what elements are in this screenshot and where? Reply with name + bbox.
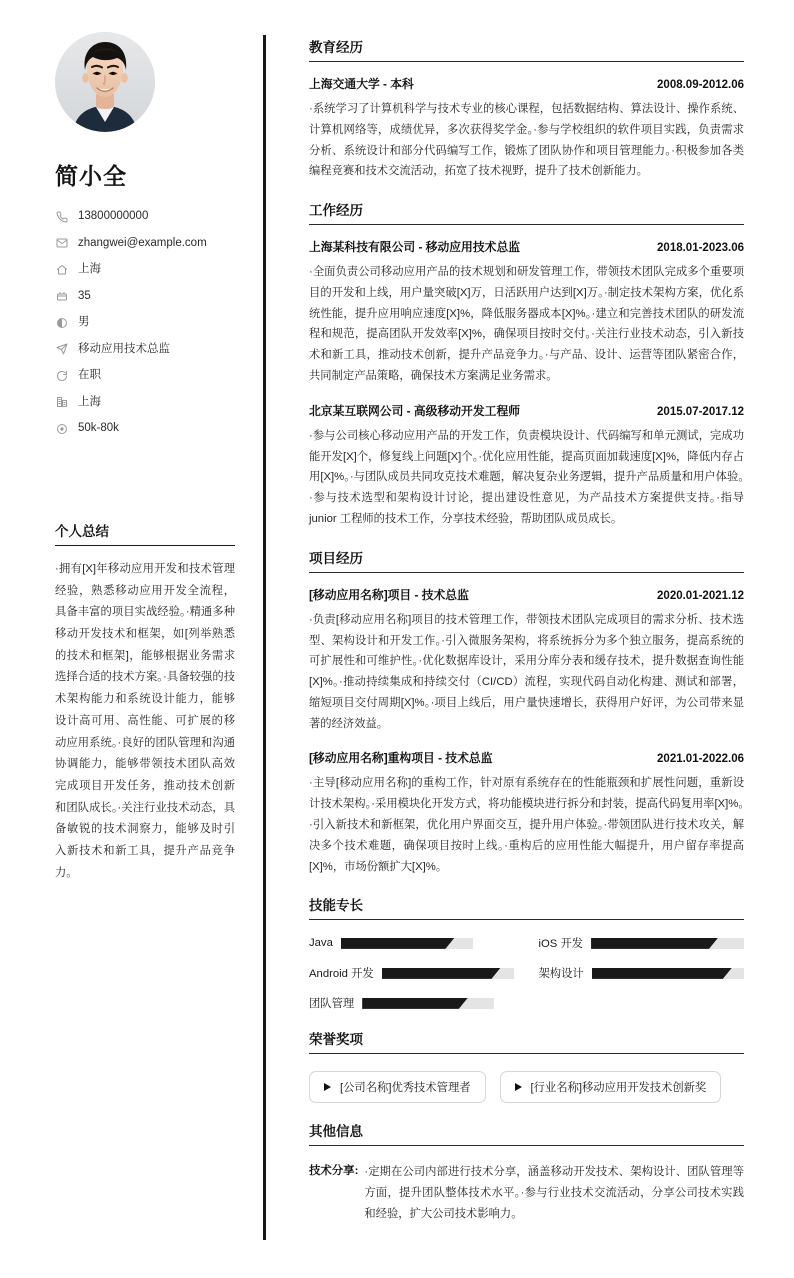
avatar-photo <box>55 32 155 132</box>
education-heading: 教育经历 <box>309 36 744 62</box>
summary-heading: 个人总结 <box>55 520 235 546</box>
avatar <box>55 32 155 132</box>
main-content <box>263 0 794 1278</box>
skill-progress-track <box>382 968 514 979</box>
contact-status <box>55 368 235 383</box>
entry-body: ·参与公司核心移动应用产品的开发工作，负责模块设计、代码编写和单元测试，完成功能开发[X]个，修复线上问题[X]个。·优化应用性能，提高页面加载速度[X]%，降低内存占用[X]%。·与团队成员共同攻克技术难题，解决复杂业务逻辑，提升产品质量和用户体验。·参与技术选型和架构设计讨论，提出建设性意见，为产品技术方案提供支持。·指导 junior 工程师的技术工作，分享技术经验，帮助团队成员成长。 <box>309 429 744 525</box>
contact-city <box>55 395 235 410</box>
award-badge <box>309 1071 486 1103</box>
skill-progress-track <box>362 998 494 1009</box>
contact-value: zhangwei@example.com <box>78 236 207 249</box>
section-summary <box>55 520 235 884</box>
phone-icon <box>55 210 69 224</box>
work-entry <box>309 402 744 530</box>
entry-head <box>309 75 744 92</box>
skill-item-android <box>309 965 515 981</box>
contact-phone <box>55 209 235 224</box>
project-entry <box>309 586 744 735</box>
entry-title: 上海交通大学 - 本科 <box>309 77 414 91</box>
column-divider <box>263 35 266 1240</box>
other-heading: 其他信息 <box>309 1120 744 1146</box>
summary-text: ·拥有[X]年移动应用开发和技术管理经验，熟悉移动应用开发全流程，具备丰富的项目实战经验。·精通多种移动开发技术和框架，如[列举熟悉的技术和框架]，能够根据业务需求选择合适的技术方案。·具备较强的技术架构能力和系统设计能力，能够设计高可用、高性能、可扩展的移动应用系统。·良好的团队管理和沟通协调能力，能够带领技术团队高效完成项目开发任务，推动技术创新和团队成长。·关注行业技术动态，具备敏锐的技术洞察力，能够及时引入新技术和新工具，提升产品竞争力。 <box>55 563 235 879</box>
section-skills <box>309 894 744 1011</box>
skill-progress-fill <box>362 998 468 1009</box>
entry-title: 上海某科技有限公司 - 移动应用技术总监 <box>309 240 521 255</box>
skill-item-ios <box>539 935 745 951</box>
entry-head <box>309 402 744 419</box>
other-row <box>309 1159 744 1224</box>
triangle-icon <box>515 1083 522 1091</box>
contact-list <box>55 209 235 436</box>
contact-value: 50k-80k <box>78 422 119 435</box>
entry-date: 2018.01-2023.06 <box>657 242 744 255</box>
skill-label: 架构设计 <box>538 968 584 981</box>
contact-email <box>55 236 235 251</box>
building-icon <box>55 395 69 409</box>
skill-progress-track <box>591 938 744 949</box>
projects-heading: 项目经历 <box>309 547 744 573</box>
education-entry <box>309 75 744 182</box>
coin-icon <box>55 422 69 436</box>
other-label: 技术分享: <box>309 1165 359 1178</box>
entry-body: ·负责[移动应用名称]项目的技术管理工作，带领技术团队完成项目的需求分析、技术选型、架构设计和开发工作。·引入微服务架构，将系统拆分为多个独立服务，提高系统的可扩展性和可维护性。·优化数据库设计，采用分库分表和缓存技术，提升数据查询性能[X]%。·推动持续集成和持续交付（CI/CD）流程，实现代码自动化构建、测试和部署，缩短项目交付周期[X]%。·项目上线后，用户量快速增长，获得用户好评，为公司带来显著的经济效益。 <box>309 613 744 730</box>
entry-date: 2020.01-2021.12 <box>657 589 744 602</box>
entry-date: 2021.01-2022.06 <box>657 753 744 766</box>
contact-gender <box>55 315 235 330</box>
award-label: [公司名称]优秀技术管理者 <box>340 1082 471 1095</box>
refresh-icon <box>55 369 69 383</box>
awards-heading: 荣誉奖项 <box>309 1028 744 1054</box>
contact-position <box>55 342 235 357</box>
sidebar <box>0 0 263 1278</box>
contact-value: 男 <box>78 316 90 329</box>
contact-age <box>55 289 235 304</box>
contact-value: 上海 <box>78 263 101 276</box>
skill-label: Android 开发 <box>309 968 374 981</box>
entry-title: [移动应用名称]重构项目 - 技术总监 <box>309 751 493 766</box>
entry-head <box>309 586 744 603</box>
skill-progress-fill <box>592 968 732 979</box>
section-projects <box>309 547 744 878</box>
gender-icon <box>55 316 69 330</box>
entry-body: ·主导[移动应用名称]的重构工作，针对原有系统存在的性能瓶颈和扩展性问题，重新设计技术架构。·采用模块化开发方式，将功能模块进行拆分和封装，提高代码复用率[X]%。·引入新技术和新框架，优化用户界面交互，提升用户体验。·带领团队进行技术攻关，解决多个技术难题，确保项目按时上线。·重构后的应用性能大幅提升，用户留存率提高[X]%，市场份额扩大[X]%。 <box>309 777 744 873</box>
contact-value: 移动应用技术总监 <box>78 342 170 355</box>
contact-value: 在职 <box>78 369 101 382</box>
skill-item-team-management <box>309 995 515 1011</box>
entry-date: 2008.09-2012.06 <box>657 79 744 91</box>
award-label: [行业名称]移动应用开发技术创新奖 <box>530 1082 707 1095</box>
section-other-info <box>309 1120 744 1224</box>
contact-location <box>55 262 235 277</box>
triangle-icon <box>324 1083 331 1091</box>
awards-row <box>309 1067 744 1103</box>
section-work <box>309 199 744 530</box>
entry-title: [移动应用名称]项目 - 技术总监 <box>309 587 469 602</box>
project-entry <box>309 749 744 877</box>
section-education <box>309 36 744 182</box>
skill-progress-track <box>341 938 473 949</box>
contact-salary <box>55 421 235 436</box>
contact-value: 上海 <box>78 395 101 408</box>
entry-head <box>309 238 744 255</box>
entry-body: ·系统学习了计算机科学与技术专业的核心课程，包括数据结构、算法设计、操作系统、计算机网络等，成绩优异，多次获得奖学金。·参与学校组织的软件项目实践，负责需求分析、系统设计和部分代码编写工作，锻炼了团队协作和项目管理能力。·积极参加各类编程竞赛和技术交流活动，拓宽了技术视野，提升了技术创新能力。 <box>309 103 744 178</box>
skill-item-java <box>309 935 515 951</box>
entry-body: ·全面负责公司移动应用产品的技术规划和研发管理工作，带领技术团队完成多个重要项目的开发和上线，用户量突破[X]万，日活跃用户达到[X]万。·制定技术架构方案，优化系统性能，提升应用响应速度[X]%，降低服务器成本[X]%。·建立和完善技术团队的研发流程和规范，提高团队开发效率[X]%，确保项目按时交付。·关注行业技术动态，引入新技术和新工具，推动技术创新，提升产品竞争力。·与产品、设计、运营等团队紧密合作，共同制定产品策略，确保技术方案满足业务需求。 <box>309 266 744 383</box>
skill-progress-track <box>592 968 744 979</box>
skills-grid <box>309 933 744 1011</box>
envelope-icon <box>55 236 69 250</box>
skill-label: Java <box>309 937 333 950</box>
home-icon <box>55 263 69 277</box>
skills-heading: 技能专长 <box>309 894 744 920</box>
skill-progress-fill <box>341 938 455 949</box>
work-heading: 工作经历 <box>309 199 744 225</box>
section-awards <box>309 1028 744 1103</box>
skill-label: iOS 开发 <box>538 938 584 951</box>
entry-date: 2015.07-2017.12 <box>657 405 744 418</box>
skill-label: 团队管理 <box>309 998 355 1011</box>
work-entry <box>309 238 744 387</box>
skill-progress-fill <box>591 938 718 949</box>
skill-progress-fill <box>382 968 501 979</box>
portrait-photo-icon <box>55 32 155 132</box>
page-title: 简小全 <box>55 163 127 189</box>
contact-value: 13800000000 <box>78 210 149 223</box>
entry-title: 北京某互联网公司 - 高级移动开发工程师 <box>309 403 521 418</box>
skill-item-architecture <box>539 965 745 981</box>
entry-head <box>309 749 744 766</box>
other-text: ·定期在公司内部进行技术分享，涵盖移动开发技术、架构设计、团队管理等方面，提升团队整体技术水平。·参与行业技术交流活动，分享公司技术实践和经验，扩大公司技术影响力。 <box>364 1166 744 1220</box>
contact-value: 35 <box>78 289 91 302</box>
send-icon <box>55 342 69 356</box>
award-badge <box>500 1071 722 1103</box>
calendar-icon <box>55 289 69 303</box>
